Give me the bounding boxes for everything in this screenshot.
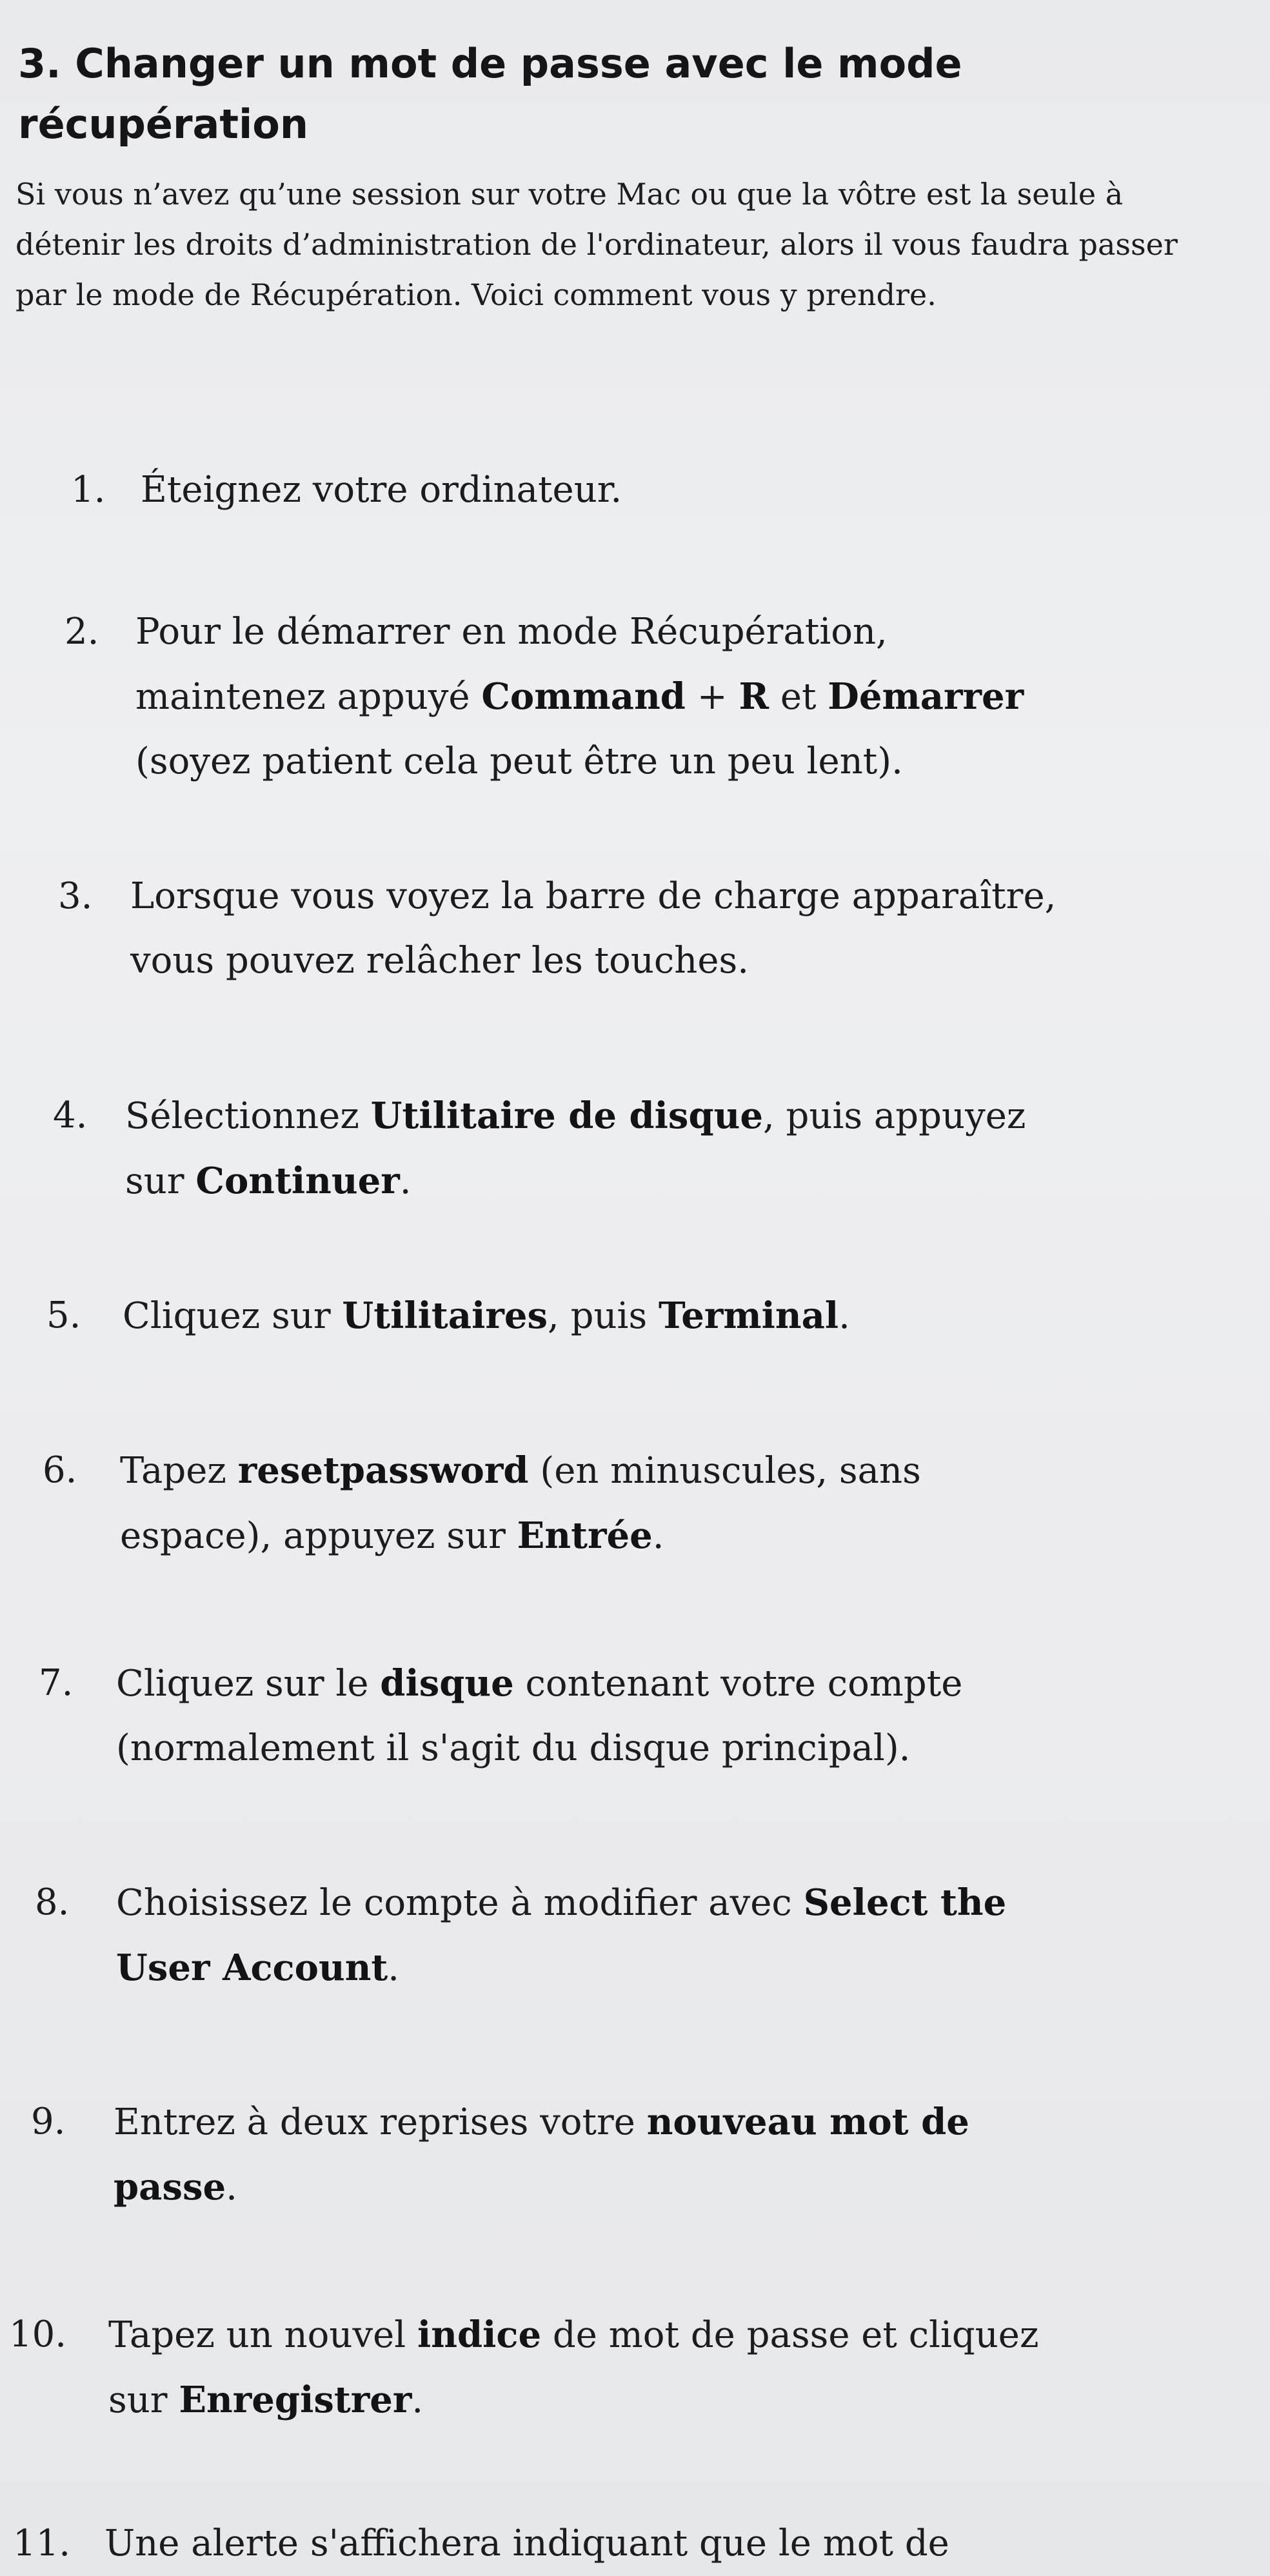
step-line — [125, 1149, 1026, 1214]
bold-term: Entrée — [517, 1514, 653, 1557]
bold-term: Command — [481, 675, 686, 718]
step-number: 9. — [31, 2101, 66, 2143]
step-text — [108, 2303, 1038, 2433]
step-text-segment: Pour le démarrer en mode Récupération, — [135, 611, 888, 653]
section-heading: 3. Changer un mot de passe avec le mode récupération — [18, 40, 962, 148]
bold-term: Terminal — [658, 1294, 839, 1337]
step-text-segment: Choisissez le compte à modifier avec — [116, 1882, 804, 1924]
step-line — [123, 1283, 850, 1349]
step-text-segment: . — [838, 1295, 850, 1337]
step-number: 1. — [71, 469, 106, 511]
bold-term: indice — [417, 2313, 542, 2356]
step-text-segment: sur — [108, 2379, 179, 2421]
step-line — [135, 664, 1024, 729]
bold-term: Utilitaire de disque — [370, 1095, 763, 1137]
step-line — [125, 1084, 1026, 1149]
step-number: 7. — [39, 1662, 74, 1704]
step-text — [104, 2512, 949, 2576]
step-line — [130, 864, 1056, 929]
bold-term: Select the — [803, 1881, 1007, 1924]
step-text-segment: sur — [125, 1160, 196, 1202]
step-line — [130, 929, 1056, 993]
step-number: 5. — [46, 1294, 81, 1336]
step-text-segment: . — [412, 2379, 424, 2421]
bold-term: passe — [114, 2166, 226, 2208]
bold-term: nouveau mot de — [646, 2101, 969, 2143]
step-text-segment: . — [652, 1515, 664, 1557]
step-line — [116, 1870, 1006, 1936]
step-line — [116, 1716, 962, 1781]
step-number: 11. — [13, 2522, 71, 2564]
step-number: 8. — [35, 1881, 70, 1923]
step-text-segment: , puis appuyez — [762, 1095, 1026, 1137]
bold-term: User Account — [116, 1947, 388, 1989]
step-number: 4. — [53, 1095, 88, 1136]
step-text — [141, 458, 622, 522]
step-text-segment: vous pouvez relâcher les touches. — [130, 940, 749, 982]
step-line — [141, 458, 622, 522]
step-text-segment: . — [388, 1947, 400, 1989]
step-text — [130, 864, 1056, 993]
step-text-segment: espace), appuyez sur — [120, 1515, 517, 1557]
step-text-segment: . — [226, 2166, 237, 2208]
step-text-segment: Cliquez sur le — [116, 1663, 381, 1705]
step-text-segment: , puis — [548, 1295, 659, 1337]
step-number: 2. — [64, 611, 99, 653]
bold-term: Continuer — [195, 1160, 400, 1202]
step-text — [116, 1651, 962, 1781]
step-line — [108, 2368, 1038, 2433]
step-text-segment: de mot de passe et cliquez — [541, 2314, 1039, 2356]
step-text-segment: Tapez — [120, 1450, 238, 1492]
step-number: 10. — [9, 2313, 67, 2355]
step-text-segment: + — [685, 676, 739, 718]
step-text-segment: Cliquez sur — [123, 1295, 342, 1337]
step-text-segment: et — [769, 676, 828, 718]
step-text-segment: Une alerte s'affichera indiquant que le mot de — [104, 2522, 949, 2564]
step-line — [116, 1936, 1006, 2001]
bold-term: disque — [380, 1662, 514, 1705]
step-text-segment: Tapez un nouvel — [108, 2314, 417, 2356]
bold-term: Enregistrer — [179, 2379, 412, 2421]
step-line — [108, 2303, 1038, 2368]
step-text-segment: contenant votre compte — [513, 1663, 963, 1705]
bold-term: Utilitaires — [342, 1294, 548, 1337]
step-text-segment: Sélectionnez — [125, 1095, 371, 1137]
step-number: 3. — [58, 875, 93, 917]
step-text-segment: maintenez appuyé — [135, 676, 482, 718]
step-line — [120, 1503, 921, 1569]
bold-term: Démarrer — [828, 675, 1024, 718]
step-line — [120, 1438, 921, 1503]
step-number: 6. — [43, 1449, 77, 1491]
step-line — [135, 600, 1024, 664]
bold-term: R — [739, 675, 769, 718]
step-text — [114, 2090, 969, 2220]
intro-paragraph: Si vous n’avez qu’une session sur votre Mac ou que la vôtre est la seule à détenir les droits d’administration de l'ordinateur, alors il vous faudra passer par le mode de Récupération. Voici comment vous y prendre. — [15, 177, 1178, 312]
step-line — [114, 2155, 969, 2220]
step-text-segment: (normalement il s'agit du disque principal). — [116, 1727, 911, 1769]
step-text — [120, 1438, 921, 1569]
step-text-segment: (soyez patient cela peut être un peu lent). — [135, 740, 903, 782]
step-text-segment: Entrez à deux reprises votre — [114, 2101, 647, 2143]
step-line — [116, 1651, 962, 1716]
step-text-segment: . — [399, 1160, 412, 1202]
step-text — [135, 600, 1024, 794]
step-text — [123, 1283, 850, 1349]
step-text-segment: (en minuscules, sans — [528, 1450, 921, 1492]
step-line — [104, 2512, 949, 2576]
step-text — [116, 1870, 1006, 2001]
step-text — [125, 1084, 1026, 1214]
step-line — [114, 2090, 969, 2155]
step-text-segment: Éteignez votre ordinateur. — [141, 469, 622, 511]
step-line — [135, 729, 1024, 794]
bold-term: resetpassword — [237, 1449, 529, 1492]
step-text-segment: Lorsque vous voyez la barre de charge apparaître, — [130, 875, 1057, 917]
